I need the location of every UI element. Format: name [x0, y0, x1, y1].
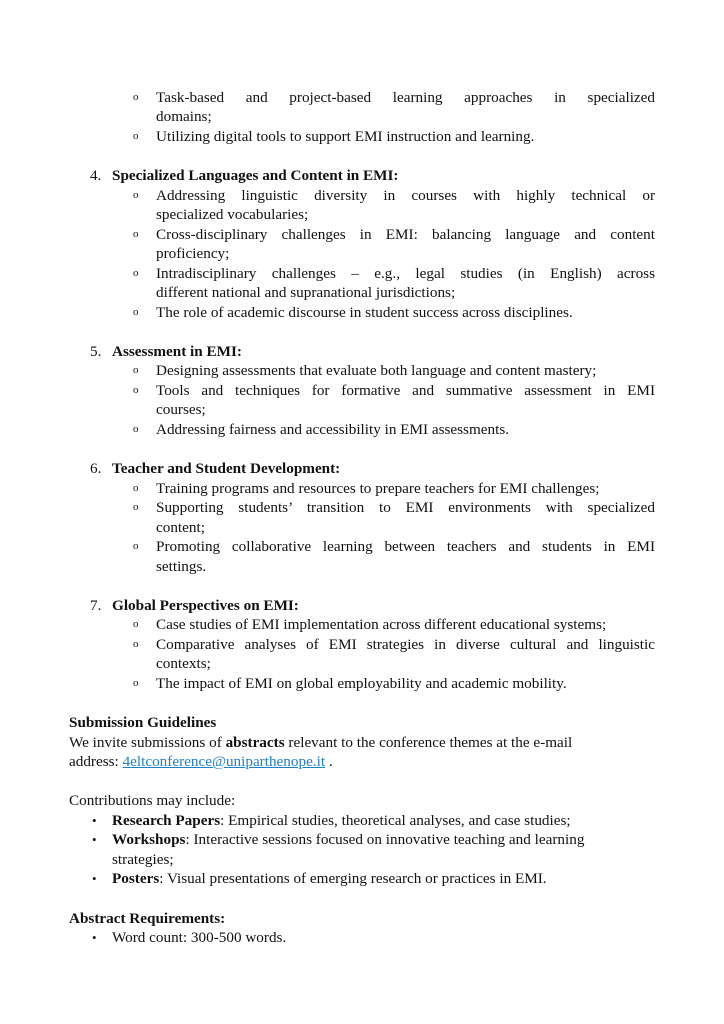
submission-heading: Submission Guidelines [69, 714, 217, 731]
list-item-text: Task-based and project-based learning approaches in specialized [156, 89, 655, 106]
abstract-requirements-heading: Abstract Requirements: [69, 910, 226, 927]
list-item-text: The impact of EMI on global employability and academic mobility. [156, 675, 567, 692]
bullet-marker: • [92, 930, 97, 945]
theme-number: 6. [90, 460, 102, 477]
theme-number: 7. [90, 597, 102, 614]
list-item-text: Supporting students’ transition to EMI environments with specialized [156, 499, 655, 516]
list-item-text: Intradisciplinary challenges – e.g., legal studies (in English) across [156, 265, 655, 282]
contribution-desc: : Interactive sessions focused on innovative teaching and learning [185, 831, 585, 848]
abstracts-emphasis: abstracts [225, 734, 285, 751]
list-item-text: Promoting collaborative learning between teachers and students in EMI [156, 538, 655, 555]
bullet-marker: o [133, 677, 139, 689]
bullet-marker: o [133, 130, 139, 142]
contribution-term: Research Papers [112, 812, 221, 829]
list-item-text: proficiency; [156, 245, 230, 262]
contribution-text [112, 830, 632, 850]
paragraph-text: address: [69, 753, 123, 770]
contribution-desc: : Visual presentations of emerging research or practices in EMI. [159, 870, 547, 887]
contribution-text [112, 869, 632, 889]
bullet-marker: o [133, 482, 139, 494]
theme-title: Assessment in EMI: [112, 343, 242, 360]
bullet-marker: o [133, 501, 139, 513]
paragraph-text: . [325, 753, 333, 770]
bullet-marker: o [133, 306, 139, 318]
list-item-text: Addressing fairness and accessibility in EMI assessments. [156, 421, 510, 438]
contributions-intro: Contributions may include: [69, 792, 236, 809]
contribution-term: Posters [112, 870, 160, 887]
bullet-marker: o [133, 423, 139, 435]
bullet-marker: • [92, 813, 97, 828]
contribution-term: Workshops [112, 831, 186, 848]
theme-title: Global Perspectives on EMI: [112, 597, 299, 614]
list-item-text: The role of academic discourse in student success across disciplines. [156, 304, 573, 321]
list-item-text: Addressing linguistic diversity in courses with highly technical or [156, 187, 655, 204]
contribution-desc: : Empirical studies, theoretical analyses, and case studies; [220, 812, 571, 829]
paragraph-text: We invite submissions of [69, 734, 226, 751]
email-link[interactable]: 4eltconference@uniparthenope.it [122, 753, 326, 770]
list-item-text: Case studies of EMI implementation across different educational systems; [156, 616, 607, 633]
paragraph-text: relevant to the conference themes at the e-mail [284, 734, 573, 751]
bullet-marker: o [133, 638, 139, 650]
theme-title: Specialized Languages and Content in EMI: [112, 167, 399, 184]
list-item-text: specialized vocabularies; [156, 206, 309, 223]
list-item-text: Tools and techniques for formative and summative assessment in EMI [156, 382, 655, 399]
list-item-text: domains; [156, 108, 212, 125]
list-item-text: content; [156, 519, 205, 536]
submission-paragraph-line [69, 752, 659, 772]
theme-number: 5. [90, 343, 102, 360]
bullet-marker: • [92, 832, 97, 847]
list-item-text: settings. [156, 558, 207, 575]
requirement-text: Word count: 300-500 words. [112, 929, 287, 946]
list-item-text: Utilizing digital tools to support EMI instruction and learning. [156, 128, 535, 145]
submission-paragraph-line [69, 733, 659, 753]
bullet-marker: o [133, 364, 139, 376]
bullet-marker: o [133, 91, 139, 103]
bullet-marker: o [133, 267, 139, 279]
contribution-text [112, 811, 632, 831]
list-item-text: contexts; [156, 655, 211, 672]
theme-title: Teacher and Student Development: [112, 460, 341, 477]
list-item-text: courses; [156, 401, 206, 418]
bullet-marker: o [133, 384, 139, 396]
list-item-text: different national and supranational jurisdictions; [156, 284, 456, 301]
bullet-marker: • [92, 871, 97, 886]
bullet-marker: o [133, 189, 139, 201]
list-item-text: Comparative analyses of EMI strategies in diverse cultural and linguistic [156, 636, 655, 653]
theme-number: 4. [90, 167, 102, 184]
bullet-marker: o [133, 540, 139, 552]
list-item-text: Cross-disciplinary challenges in EMI: balancing language and content [156, 226, 655, 243]
bullet-marker: o [133, 228, 139, 240]
list-item-text: Training programs and resources to prepare teachers for EMI challenges; [156, 480, 600, 497]
bullet-marker: o [133, 618, 139, 630]
contribution-desc: strategies; [112, 851, 174, 868]
list-item-text: Designing assessments that evaluate both language and content mastery; [156, 362, 597, 379]
